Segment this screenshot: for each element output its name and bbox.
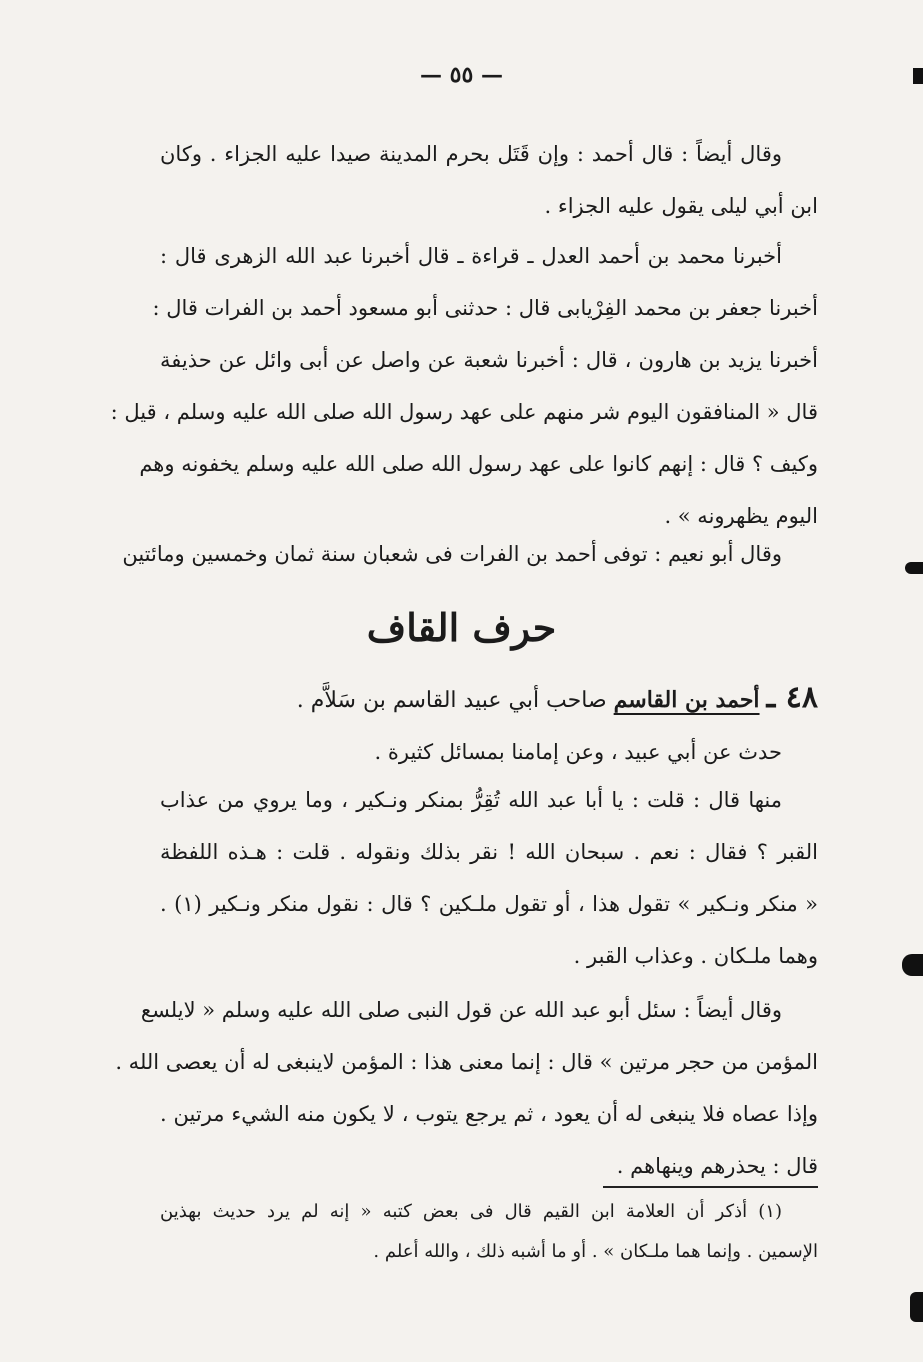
- footnote: [160, 1192, 818, 1272]
- text-line: « منكر ونـكير » تقول هذا ، أو تقول ملـكين ؟ قال : نقول منكر ونـكير (١) .: [160, 892, 818, 916]
- text-line: وكيف ؟ قال : إنهم كانوا على عهد رسول الله صلى الله عليه وسلم يخفونه وهم: [139, 452, 818, 476]
- text-line: القبر ؟ فقال : نعم . سبحان الله ! نقر بذلك ونقوله . قلت : هـذه اللفظة: [160, 840, 818, 864]
- scan-margin-mark: [913, 68, 923, 84]
- text-line: قال « المنافقون اليوم شر منهم على عهد رسول الله صلى الله عليه وسلم ، قيل :: [110, 400, 818, 424]
- text-line: أخبرنا يزيد بن هارون ، قال : أخبرنا شعبة عن واصل عن أبى وائل عن حذيفة: [160, 348, 818, 372]
- text-line: وإذا عصاه فلا ينبغى له أن يعود ، ثم يرجع يتوب ، لا يكون منه الشيء مرتين .: [160, 1102, 818, 1126]
- paragraph-believer-stung: [115, 984, 818, 1192]
- text-line: وقال أبو نعيم : توفى أحمد بن الفرات فى شعبان سنة ثمان وخمسين ومائتين: [122, 542, 782, 566]
- text-line: قال : يحذرهم وينهاهم .: [616, 1154, 818, 1178]
- scan-margin-mark: [910, 1292, 923, 1322]
- paragraph-abu-nuaym: [122, 528, 818, 580]
- paragraph-hadith-hudhayfa: [110, 230, 818, 542]
- text-line: حدث عن أبي عبيد ، وعن إمامنا بمسائل كثيرة .: [374, 740, 782, 764]
- text-line: أخبرنا جعفر بن محمد الفِرْيابى قال : حدثنى أبو مسعود أحمد بن الفرات قال :: [152, 296, 818, 320]
- entry-number: ٤٨ ـ: [766, 680, 818, 715]
- footnote-line: الإسمين . وإنما هما ملـكان » . أو ما أشبه ذلك ، والله أعلم .: [373, 1241, 818, 1262]
- footnote-divider: [603, 1186, 818, 1188]
- paragraph-munkar-nakir: [160, 774, 818, 982]
- entry-description: صاحب أبي عبيد القاسم بن سَلاَّم .: [296, 688, 614, 713]
- footnote-line: (١) أذكر أن العلامة ابن القيم قال فى بعض كتبه « إنه لم يرد حديث بهذين: [160, 1201, 782, 1222]
- text-line: اليوم يظهرونه » .: [664, 504, 818, 528]
- text-line: أخبرنا محمد بن أحمد العدل ـ قراءة ـ قال أخبرنا عبد الله الزهرى قال :: [160, 244, 782, 268]
- text-line: منها قال : قلت : يا أبا عبد الله تُقِرُّ بمنكر ونـكير ، وما يروي من عذاب: [160, 788, 782, 812]
- text-line: المؤمن من حجر مرتين » قال : إنما معنى هذا : المؤمن لاينبغى له أن يعصى الله .: [115, 1050, 818, 1074]
- chapter-title: حرف القاف: [366, 605, 557, 650]
- scan-margin-mark: [902, 954, 923, 976]
- page-number: — ٥٥ —: [420, 62, 503, 88]
- entry-heading: [160, 672, 818, 727]
- paragraph-narrated: [160, 726, 818, 778]
- text-line: وهما ملـكان . وعذاب القبر .: [573, 944, 818, 968]
- scan-margin-mark: [905, 562, 923, 574]
- paragraph-ahmad-hunting: [160, 128, 818, 232]
- text-line: وقال أيضاً : قال أحمد : وإن قَتَل بحرم المدينة صيدا عليه الجزاء . وكان: [160, 142, 782, 166]
- text-line: ابن أبي ليلى يقول عليه الجزاء .: [544, 194, 818, 218]
- entry-name: أحمد بن القاسم: [613, 687, 760, 713]
- text-line: وقال أيضاً : سئل أبو عبد الله عن قول النبى صلى الله عليه وسلم « لايلسع: [140, 998, 782, 1022]
